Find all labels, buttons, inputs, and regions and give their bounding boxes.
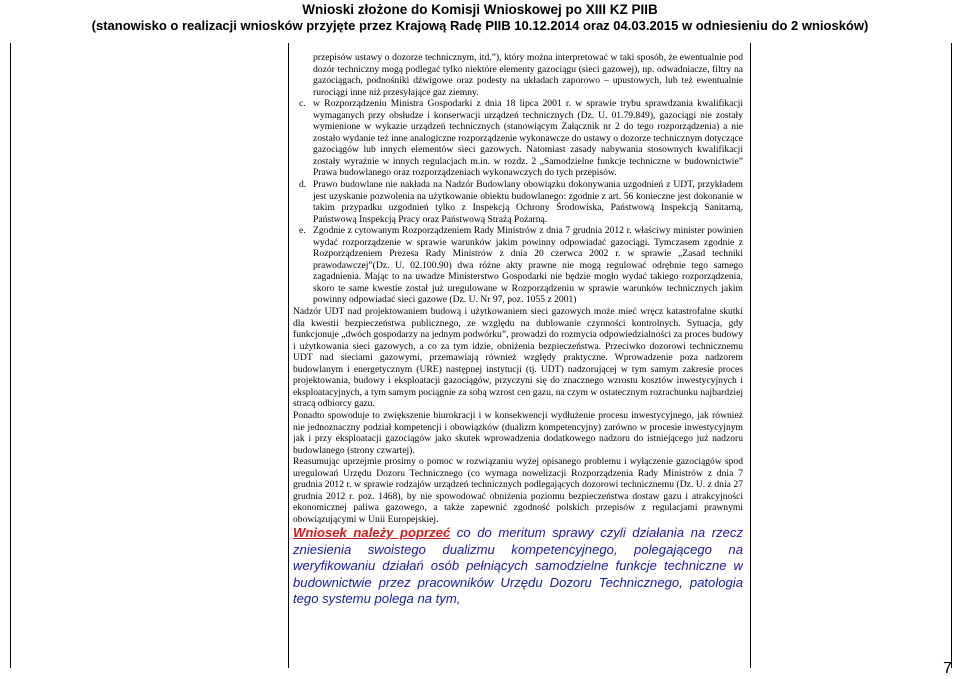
list-item-d — [293, 179, 743, 225]
list-item-label: d. — [299, 179, 307, 191]
list-item-e — [293, 225, 743, 306]
page-number: 7 — [943, 660, 952, 677]
list-item-label: c. — [299, 98, 306, 110]
conclusion-paragraph — [293, 525, 743, 607]
document-subtitle: (stanowisko o realizacji wniosków przyjęte przez Krajową Radę PIIB 10.12.2014 oraz 04.03.2015 w odniesieniu do 2 wniosków) — [91, 18, 869, 33]
document-title: Wnioski złożone do Komisji Wnioskowej po XIII KZ PIIB — [302, 2, 658, 17]
list-item-c — [293, 98, 743, 179]
list-item-label: e. — [299, 225, 306, 237]
paragraph-udt: Nadzór UDT nad projektowaniem budową i użytkowaniem sieci gazowych może mieć wręcz katastrofalne skutki dla kwestii bezpieczeństwa publicznego, ze względu na dublowanie czynności kontrolnych. Sytuacja, gdy funkcjonuje „dwóch gospodarzy na jednym podwórku”, prowadzi do rozmycia odpowiedzialności za proces budowy i użytkowania sieci gazowych, a co za tym idzie, obniżenia bezpieczeństwa. Przeciwko dozorowi technicznemu UDT nad sieciami gazowymi, przemawiają również względy praktyczne. Wprowadzenie poza nadzorem budowlanym i energetycznym (URE) następnej instytucji (tj. UDT) nadzorującej w tym samym zakresie proces projektowania, budowy i eksploatacji gazociągów, przyczyni się do znacznego wzrostu kosztów inwestycyjnych i eksploatacyjnych, a tym samym pociągnie za sobą wzrost cen gazu, na czym w ostatecznym rozrachunku najbardziej stracą odbiorcy gazu. — [293, 306, 743, 410]
conclusion-lead: Wniosek należy poprzeć — [293, 525, 451, 541]
paragraph-ponadto: Ponadto spowoduje to zwiększenie biurokracji i w konsekwencji wydłużenie procesu inwestycyjnego, jak również nie jednoznaczny podział kompetencji i obowiązków (dualizm kompetencyjny) zarówno w procesie inwestycyjnym jak i przy eksploatacji gazociągów jako skutek wprowadzenia dodatkowego nadzoru do istniejącego już nadzoru budowlanego (strony czwartej). — [293, 409, 743, 456]
list-item-text: w Rozporządzeniu Ministra Gospodarki z dnia 18 lipca 2001 r. w sprawie trybu sprawdzania kwalifikacji wymaganych przy obsłudze i konserwacji urządzeń technicznych (Dz. U. 01.79.849), gazociągi nie zostały wymienione w wykazie urządzeń technicznych (stanowiącym Załącznik nr 2 do tego rozporządzenia) a nie zostało wydanie też inne analogiczne rozporządzenie wykonawcze do ustawy o dozorze technicznym dotyczące gazociągów lub innych elementów sieci gazowych. Natomiast zasady nabywania stosownych kwalifikacji zostały wyraźnie w innych regulacjach m.in. w rozdz. 2 „Samodzielne funkcje techniczne w budownictwie” Prawa budowlanego oraz rozporządzeniach wykonawczych do tych przepisów. — [313, 98, 743, 179]
paragraph-reasumujac: Reasumując uprzejmie prosimy o pomoc w rozwiązaniu wyżej opisanego problemu i wyłączenie gazociągów spod uregulowań Urzędu Dozoru Technicznego (co wymaga nowelizacji Rozporządzenia Rady Ministrów z dnia 7 grudnia 2012 r. w sprawie rodzajów urządzeń technicznych podlegających dozorowi technicznemu (Dz. U. z dnia 27 grudnia 2012 r. poz. 1468), by nie spowodować obniżenia poziomu bezpieczeństwa dostaw gazu i atrakcyjności ekonomicznej paliwa gazowego, a także zapewnić zgodność polskich przepisów z regulacjami prawnymi obowiązującymi w Unii Europejskiej. — [293, 456, 743, 525]
page-header — [0, 0, 960, 34]
paragraph-intro: przepisów ustawy o dozorze technicznym, itd.”), który można interpretować w taki sposób, że ewentualnie pod dozór techniczny mogą podlegać tylko niektóre elementy gazociągu (sieci gazowej), np. odwadniacze, filtry na gazociągach, podnośniki dźwigowe oraz podesty na układach zaporowo – upustowych, lub też ewentualnie rurociągi inne niż przesyłające gaz ziemny. — [313, 52, 743, 98]
list-item-text: Zgodnie z cytowanym Rozporządzeniem Rady Ministrów z dnia 7 grudnia 2012 r. właściwy minister powinien wydać rozporządzenie w sprawie warunków jakim powinny odpowiadać gazociągi. Tymczasem zgodnie z Rozporządzeniem Prezesa Rady Ministrów z dnia 20 czerwca 2002 r. w sprawie „Zasad techniki prawodawczej”(Dz. U. 02.100.90) dwa różne akty prawne nie mogą regulować odrębnie tego samego zagadnienia. Mając to na uwadze Ministerstwo Gospodarki nie będzie mogło wydać takiego rozporządzenia, skoro te same kwestie został już uregulowane w Rozporządzeniu w sprawie warunków technicznych jakim powinny odpowiadać sieci gazowe (Dz. U. Nr 97, poz. 1055 z 2001) — [313, 225, 743, 306]
list-item-text: Prawo budowlane nie nakłada na Nadzór Budowlany obowiązku dokonywania uzgodnień z UDT, przykładem jest uzyskanie pozwolenia na użytkowanie obiektu budowlanego: zgodnie z art. 56 konieczne jest dokonanie w takim przypadku uzgodnień tylko z Inspekcją Ochrony Środowiska, Państwową Inspekcją Sanitarną, Państwową Inspekcją Pracy oraz Państwową Strażą Pożarną. — [313, 179, 743, 225]
table-cell-content — [293, 52, 743, 664]
column-divider-right — [750, 43, 751, 668]
column-divider-left — [288, 43, 289, 668]
conclusion-text: co do meritum sprawy czyli działania na rzecz zniesienia swoistego dualizmu kompetencyjnego, polegającego na weryfikowaniu działań osób pełniących samodzielne funkcje techniczne w budownictwie przez pracowników Urzędu Dozoru Technicznego, patologia tego systemu polega na tym, — [293, 525, 743, 607]
